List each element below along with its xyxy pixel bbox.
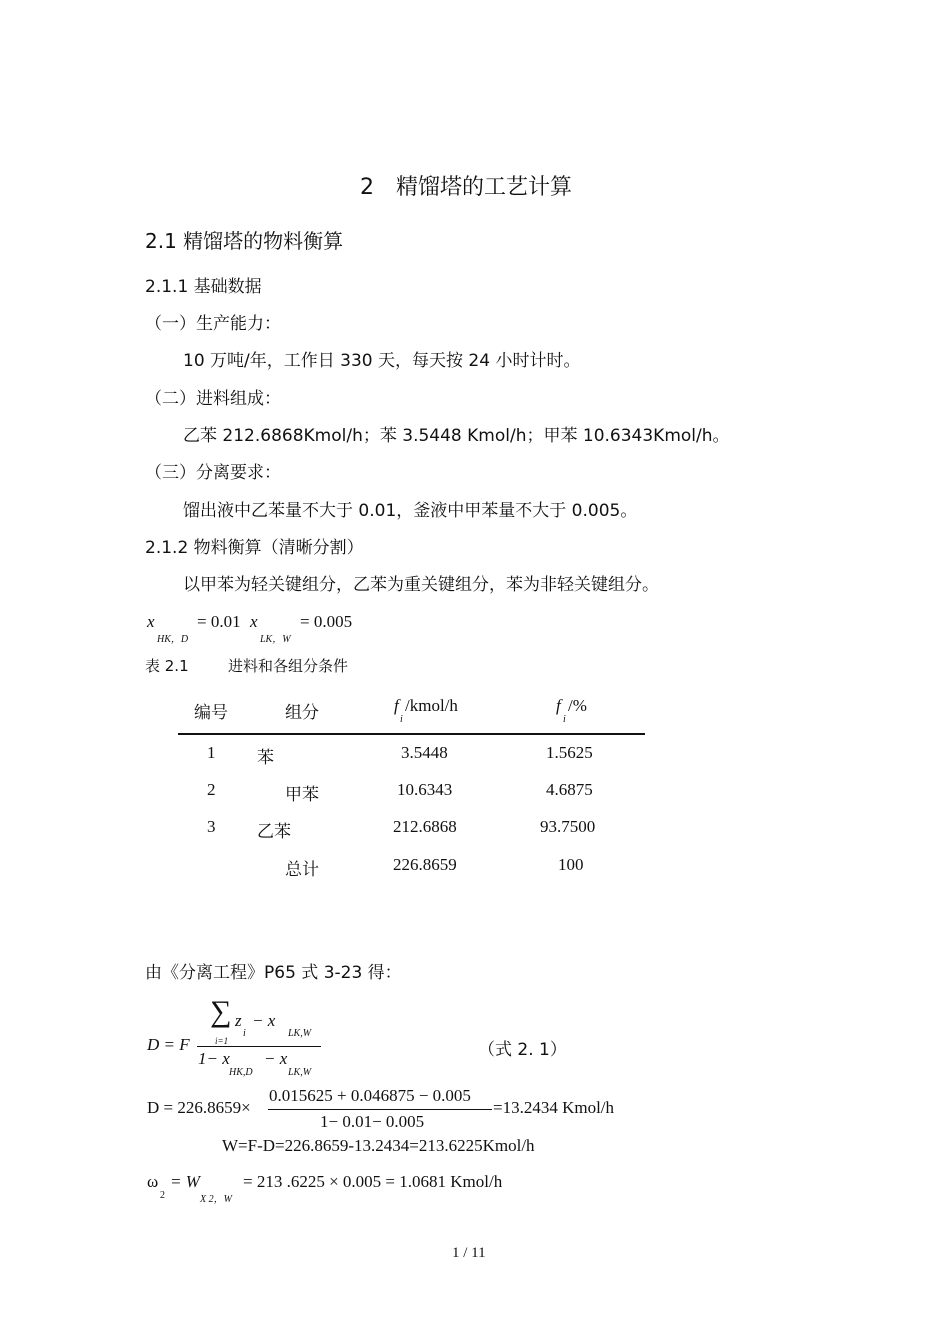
denominator-start: 1− x	[198, 1049, 230, 1068]
item1-text: 10 万吨/年，工作日 330 天，每天按 24 小时计时。	[183, 351, 581, 371]
spec-x2-sub: LK，W	[260, 634, 291, 645]
omega-w-sub: X 2，W	[200, 1194, 232, 1205]
row2-flow: 10.6343	[397, 780, 453, 799]
omega-eq-w: = W	[170, 1172, 200, 1191]
calc-d-denominator: 1− 0.01− 0.005	[320, 1112, 425, 1131]
header-f-flow-sub: i	[400, 714, 403, 725]
omega-rest: = 213 .6225 × 0.005 = 1.0681 Kmol/h	[243, 1172, 503, 1191]
table-header-rule	[178, 733, 645, 735]
subsection-material-balance: 2.1.2 物料衡算（清晰分割）	[145, 538, 364, 558]
calc-d-result: =13.2434 Kmol/h	[493, 1098, 615, 1117]
item2-text: 乙苯 212.6868Kmol/h；苯 3.5448 Kmol/h；甲苯 10.6343Kmol/h。	[183, 426, 730, 446]
calc-d-lhs: D = 226.8659×	[147, 1098, 251, 1117]
denominator-sub2: LK,W	[288, 1067, 312, 1078]
row4-component: 总计	[285, 860, 319, 880]
balance-text: 以甲苯为轻关键组分，乙苯为重关键组分，苯为非轻关键组分。	[183, 575, 659, 595]
spec-x1: x	[147, 612, 155, 631]
row4-flow: 226.8659	[393, 855, 457, 874]
row2-component: 甲苯	[285, 785, 319, 805]
w-calculation: W=F-D=226.8659-13.2434=213.6225Kmol/h	[222, 1136, 535, 1155]
header-f-pct-sub: i	[563, 714, 566, 725]
denominator-minus-x: − x	[264, 1049, 288, 1068]
chapter-title: 2 精馏塔的工艺计算	[360, 175, 572, 200]
row2-number: 2	[207, 780, 216, 799]
formula-fraction-line	[197, 1046, 321, 1047]
row4-pct: 100	[558, 855, 584, 874]
header-flow-unit: /kmol/h	[405, 696, 458, 715]
numerator-x-sub: LK,W	[288, 1028, 312, 1039]
header-f-flow: f	[394, 696, 399, 715]
omega-sub: 2	[160, 1190, 165, 1201]
row3-component: 乙苯	[257, 822, 291, 842]
row3-flow: 212.6868	[393, 817, 457, 836]
formula-lhs: D = F	[147, 1035, 190, 1054]
numerator-z: z	[235, 1011, 242, 1030]
row1-flow: 3.5448	[401, 743, 448, 762]
table-caption-number: 表 2.1	[145, 657, 189, 675]
item1-label: （一）生产能力：	[145, 314, 281, 334]
item3-text: 馏出液中乙苯量不大于 0.01，釜液中甲苯量不大于 0.005。	[183, 501, 638, 521]
sigma-lower-limit: i=1	[215, 1036, 229, 1046]
spec-x1-val: = 0.01	[197, 612, 241, 631]
equation-label: （式 2. 1）	[478, 1040, 567, 1060]
header-component: 组分	[285, 703, 319, 723]
numerator-minus-x: − x	[252, 1011, 276, 1030]
section-title: 2.1 精馏塔的物料衡算	[145, 229, 344, 253]
spec-x2: x	[250, 612, 258, 631]
row3-pct: 93.7500	[540, 817, 596, 836]
row1-pct: 1.5625	[546, 743, 593, 762]
calc-d-fraction-line	[268, 1109, 492, 1110]
row1-number: 1	[207, 743, 216, 762]
denominator-sub1: HK,D	[229, 1067, 253, 1078]
header-number: 编号	[194, 703, 228, 723]
row2-pct: 4.6875	[546, 780, 593, 799]
source-text: 由《分离工程》P65 式 3-23 得：	[145, 963, 402, 983]
numerator-z-sub: i	[243, 1028, 246, 1039]
item2-label: （二）进料组成：	[145, 389, 281, 409]
spec-x1-sub: HK，D	[157, 634, 189, 645]
spec-x2-val: = 0.005	[300, 612, 353, 631]
calc-d-numerator: 0.015625 + 0.046875 − 0.005	[269, 1086, 471, 1105]
header-pct-unit: /%	[568, 696, 587, 715]
sigma-symbol: ∑	[210, 995, 232, 1028]
item3-label: （三）分离要求：	[145, 463, 281, 483]
omega-symbol: ω	[147, 1172, 159, 1191]
header-f-pct: f	[556, 696, 561, 715]
row1-component: 苯	[257, 748, 274, 768]
table-caption-text: 进料和各组分条件	[228, 657, 349, 675]
row3-number: 3	[207, 817, 216, 836]
subsection-basic-data: 2.1.1 基础数据	[145, 277, 262, 297]
page-number: 1 / 11	[452, 1245, 486, 1261]
